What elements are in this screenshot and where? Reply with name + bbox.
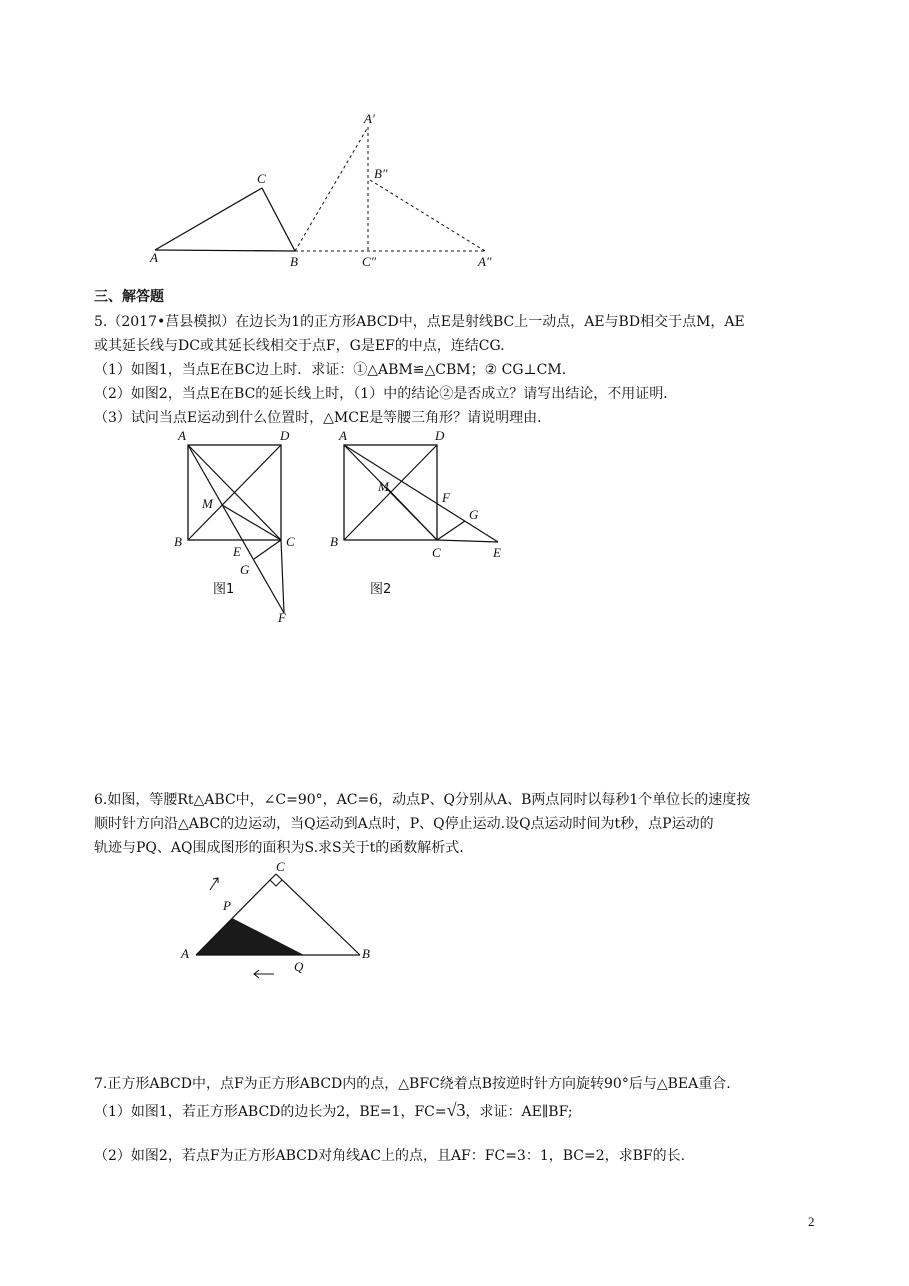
fig2-label-a: A [339,428,347,443]
q7-part1-text-a: （1）如图1，若正方形ABCD的边长为2，BE=1，FC= [94,1104,447,1120]
section-title: 三、解答题 [94,289,164,305]
label-b: B [290,254,298,269]
fig1-label-e: E [233,544,241,559]
q7-part1-text-b: ，求证：AE∥BF; [465,1104,573,1120]
label-c-double-prime: C″ [362,254,377,269]
fig2-label-c: C [432,545,441,560]
q5-part3: （3）试问当点E运动到什么位置时，△MCE是等腰三角形？请说明理由． [94,410,552,426]
q6-label-q: Q [294,959,304,974]
fig2-label-e: E [493,545,501,560]
fig1-label-c: C [286,534,295,549]
q7-line1: 7.正方形ABCD中，点F为正方形ABCD内的点，△BFC绕着点B按逆时针方向旋转90°后与△BEA重合. [94,1076,731,1092]
fig1-label-d: D [280,428,290,443]
q5-line2: 或其延长线与DC或其延长线相交于点F，G是EF的中点，连结CG. [94,338,505,354]
fig1-label-g: G [240,562,250,577]
q5-part1: （1）如图1，当点E在BC边上时．求证：①△ABM≌△CBM；② CG⊥CM. [94,362,567,378]
q6-figure [178,858,378,983]
q7-part2: （2）如图2，若点F为正方形ABCD对角线AC上的点，且AF：FC=3：1，BC=2，求BF的长. [94,1148,686,1164]
q7-part1 [94,1100,573,1122]
fig2-label-f: F [442,490,450,505]
rotation-figure [140,110,510,270]
page-number: 2 [808,1214,815,1229]
q6-line2: 顺时针方向沿△ABC的边运动，当Q运动到A点时，P、Q停止运动.设Q点运动时间为t秒，点P运动的 [94,816,714,832]
fig1-label-b: B [174,534,182,549]
q5-figure-2 [325,425,510,600]
label-a: A [150,250,158,265]
q6-line1: 6.如图，等腰Rt△ABC中，∠C=90°，AC=6，动点P、Q分别从A、B两点同时以每秒1个单位长的速度按 [94,792,751,808]
label-b-double-prime: B″ [374,166,388,181]
q5-line1: 5.（2017•莒县模拟）在边长为1的正方形ABCD中，点E是射线BC上一动点，AE与BD相交于点M，AE [94,314,745,330]
fig2-label-g: G [469,507,479,522]
q6-label-b: B [362,946,370,961]
q6-label-a: A [181,946,189,961]
fig2-label-b: B [330,534,338,549]
label-c: C [257,171,266,186]
q5-figure-1 [170,425,310,625]
q6-label-p: P [223,898,231,913]
q6-line3: 轨迹与PQ、AQ围成图形的面积为S.求S关于t的函数解析式. [94,840,464,856]
q6-label-c: C [276,859,285,874]
fig1-label-a: A [178,428,186,443]
fig1-label-m: M [202,496,213,511]
fig1-caption: 图1 [213,582,235,597]
label-a-double-prime: A″ [478,254,492,269]
q5-part2: （2）如图2，当点E在BC的延长线上时，（1）中的结论②是否成立？请写出结论，不用证明． [94,386,678,402]
fig2-label-m: M [378,479,389,494]
fig2-label-d: D [435,428,445,443]
sqrt3-symbol: √3 [446,1100,466,1120]
fig1-label-f: F [278,610,286,625]
label-a-prime: A′ [364,111,375,126]
fig2-caption: 图2 [370,582,392,597]
